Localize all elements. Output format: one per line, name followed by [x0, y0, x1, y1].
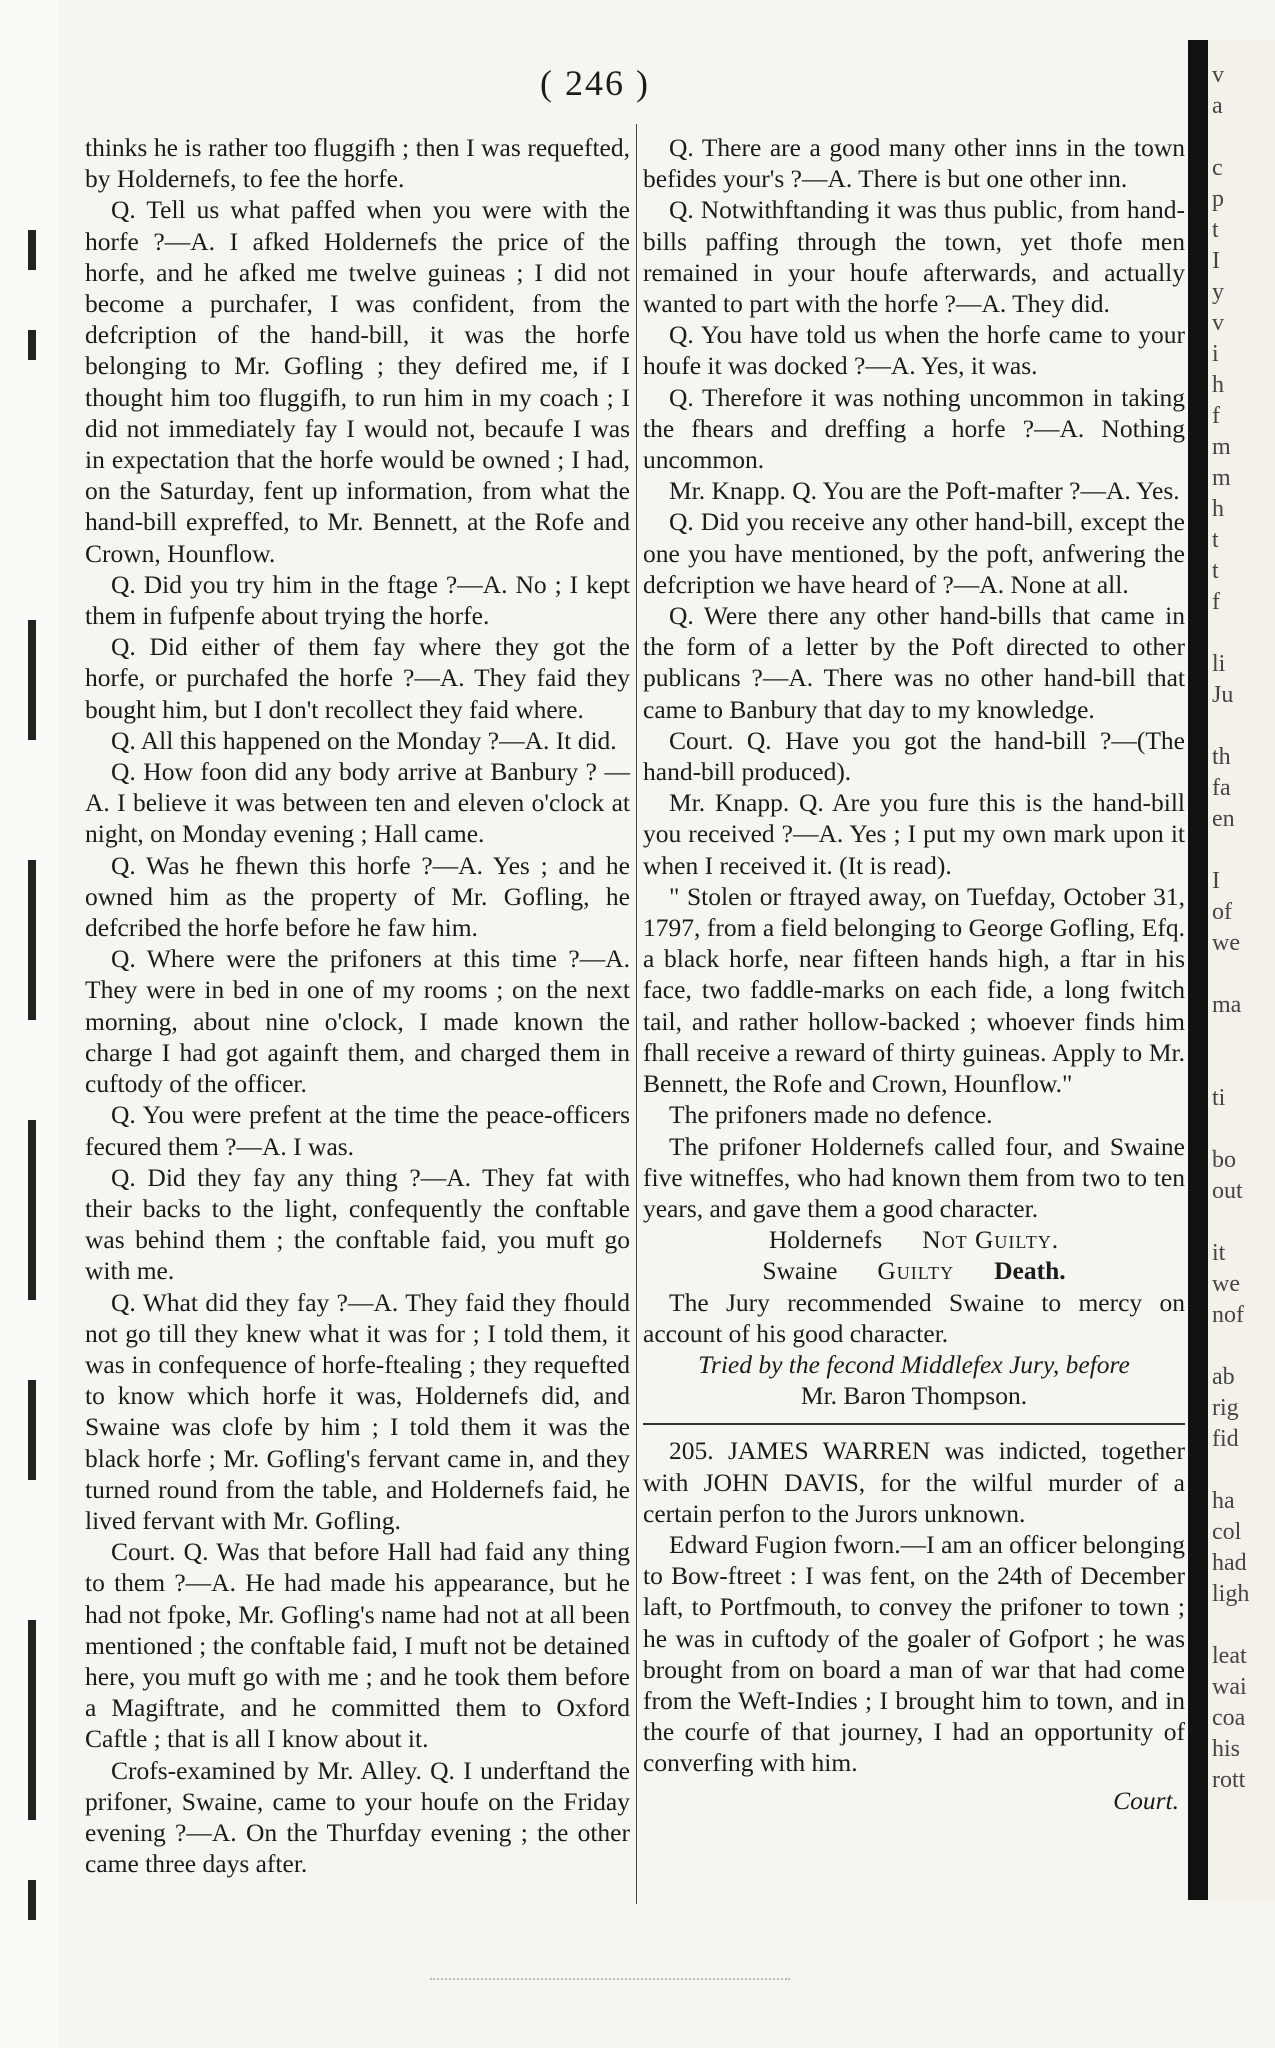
verdict-text: Not Guilty. — [922, 1225, 1060, 1255]
scan-left-margin — [0, 0, 58, 2048]
left-paragraph: Q. You were prefent at the time the peace-officers fecured them ?—A. I was. — [85, 1100, 630, 1161]
catchword: Court. — [1113, 1785, 1179, 1815]
case-heading: 205. JAMES WARREN was indicted, together with JOHN DAVIS, for the wilful murder of a certain perfon to the Jurors unknown. — [643, 1436, 1185, 1528]
scan-edge-mark — [28, 330, 36, 360]
right-paragraph: Mr. Knapp. Q. Are you fure this is the hand-bill you received ?—A. Yes ; I put my own mark upon it when I received it. (It is read). — [643, 788, 1185, 880]
defendant-name: Holdernefs — [768, 1225, 883, 1255]
left-paragraph: Q. Did they fay any thing ?—A. They fat with their backs to the light, confequently the conftable was behind them ; the conftable faid, you muft go with me. — [85, 1162, 630, 1286]
verdict-swaine — [643, 1255, 1185, 1286]
facing-page-bleed-through: v a c p t I y v i h f m m h t t f li Ju th fa en I of we ma ti bo out it we nof ab rig fid ha col had ligh leat wai coa his rott — [1212, 62, 1250, 1793]
scan-edge-mark — [28, 1880, 36, 1920]
scan-edge-mark — [28, 1120, 36, 1300]
left-paragraph: Q. How foon did any body arrive at Banbury ? —A. I believe it was between ten and eleven o'clock at night, on Monday evening ; Hall came. — [85, 757, 630, 849]
right-paragraph: Q. There are a good many other inns in the town befides your's ?—A. There is but one other inn. — [643, 133, 1185, 194]
defendant-name: Swaine — [762, 1256, 838, 1286]
column-divider — [636, 124, 637, 1904]
right-paragraph: Q. Therefore it was nothing uncommon in taking the fhears and dreffing a horfe ?—A. Nothing uncommon. — [643, 382, 1185, 475]
sentence-text: Death. — [994, 1256, 1066, 1286]
scan-edge-mark — [28, 620, 36, 740]
scan-edge-mark — [28, 860, 36, 1020]
right-column — [643, 132, 1185, 1816]
left-paragraph: Crofs-examined by Mr. Alley. Q. I underftand the prifoner, Swaine, came to your houfe on the Friday evening ?—A. On the Thurfday evening ; the other came three days after. — [85, 1755, 630, 1879]
left-paragraph: Q. Where were the prifoners at this time ?—A. They were in bed in one of my rooms ; on the next morning, about nine o'clock, I made known the charge I had got againft them, and charged them in cuftody of the officer. — [85, 944, 630, 1099]
right-paragraph: Q. Did you receive any other hand-bill, except the one you have mentioned, by the poft, anfwering the defcription we have heard of ?—A. None at all. — [643, 507, 1185, 599]
scan-edge-mark — [28, 230, 36, 270]
scan-smudge — [430, 1978, 790, 1990]
right-paragraph: Q. You have told us when the horfe came to your houfe it was docked ?—A. Yes, it was. — [643, 320, 1185, 381]
left-paragraph: Court. Q. Was that before Hall had faid any thing to them ?—A. He had made his appearance, but he had not fpoke, Mr. Gofling's name had not at all been mentioned ; the conftable faid, I muft not be detained here, you muft go with me ; and he took them before a Magiftrate, and he committed them to Oxford Caftle ; that is all I know about it. — [85, 1537, 630, 1754]
scan-edge-mark — [28, 1380, 36, 1480]
left-paragraph: Q. What did they fay ?—A. They faid they fhould not go till they knew what it was for ; I told them, it was in confequence of horfe-ftealing ; they requefted to know which horfe it was, Holdernefs did, and Swaine was clofe by him ; I told them it was the black horfe ; Mr. Gofling's fervant came in, and they turned round from the table, and Holdernefs faid, he lived fervant with Mr. Gofling. — [85, 1287, 630, 1535]
scan-edge-mark — [28, 1620, 36, 1820]
testimony-paragraph: Edward Fugion fworn.—I am an officer belonging to Bow-ftreet : I was fent, on the 24th of December laft, to Portfmouth, to convey the prifoner to town ; he was in cuftody of the goaler of Gofport ; he was brought from on board a man of war that had come from the Weft-Indies ; I brought him to town, and in the courfe of that journey, I had an opportunity of converfing with him. — [643, 1529, 1185, 1778]
page-number: ( 246 ) — [540, 63, 650, 103]
left-paragraph: Q. Did you try him in the ftage ?—A. No ; I kept them in fufpenfe about trying the horfe. — [85, 569, 630, 631]
left-paragraph: Q. Tell us what paffed when you were with the horfe ?—A. I afked Holdernefs the price of the horfe, and he afked me twelve guineas ; I did not become a purchafer, I was confident, from the defcription of the hand-bill, it was the horfe belonging to Mr. Gofling ; they defired me, if I thought him too fluggifh, to run him in my coach ; I did not immediately fay I would not, becaufe I was in expectation that the horfe would be owned ; I had, on the Saturday, fent up information, from what the hand-bill expreffed, to Mr. Bennett, at the Rofe and Crown, Hounflow. — [85, 195, 630, 568]
right-paragraph: Mr. Knapp. Q. You are the Poft-mafter ?—A. Yes. — [669, 476, 1180, 506]
verdict-holderness — [643, 1224, 1185, 1255]
tried-by: Tried by the fecond Middlefex Jury, before — [698, 1349, 1130, 1379]
right-paragraph: The prifoners made no defence. — [669, 1100, 993, 1130]
jury-note: The Jury recommended Swaine to mercy on account of his good character. — [643, 1287, 1185, 1348]
case-separator — [643, 1423, 1185, 1425]
right-paragraph: Q. Were there any other hand-bills that came in the form of a letter by the Poft directed to other publicans ?—A. There was no other hand-bill that came to Banbury that day to my knowledge. — [643, 601, 1185, 724]
left-paragraph: Q. Did either of them fay where they got the horfe, or purchafed the horfe ?—A. They faid they bought him, but I don't recollect they faid where. — [85, 632, 630, 724]
judge-name: Mr. Baron Thompson. — [800, 1381, 1028, 1411]
verdict-text: Guilty — [877, 1256, 955, 1286]
left-column — [85, 132, 630, 1879]
right-paragraph: Q. Notwithftanding it was thus public, from hand-bills paffing through the town, yet thofe men remained in your houfe afterwards, and actually wanted to part with the horfe ?—A. They did. — [643, 195, 1185, 319]
handbill-text: " Stolen or ftrayed away, on Tuefday, October 31, 1797, from a field belonging to George Gofling, Efq. a black horfe, near fifteen hands high, a ftar in his face, two faddle-marks on each fide, a long fwitch tail, and rather hollow-backed ; whoever finds him fhall receive a reward of thirty guineas. Apply to Mr. Bennett, the Rofe and Crown, Hounflow." — [643, 881, 1185, 1099]
left-paragraph: Q. Was he fhewn this horfe ?—A. Yes ; and he owned him as the property of Mr. Gofling, he defcribed the horfe before he faw him. — [85, 850, 630, 943]
left-paragraph: Q. All this happened on the Monday ?—A. It did. — [111, 725, 617, 755]
right-paragraph: The prifoner Holdernefs called four, and Swaine five witneffes, who had known them from two to ten years, and gave them a good character. — [643, 1131, 1185, 1223]
book-binding — [1188, 40, 1208, 1900]
left-paragraph: thinks he is rather too fluggifh ; then I was requefted, by Holdernefs, to fee the horfe. — [85, 133, 630, 194]
right-paragraph: Court. Q. Have you got the hand-bill ?—(The hand-bill produced). — [643, 725, 1185, 787]
